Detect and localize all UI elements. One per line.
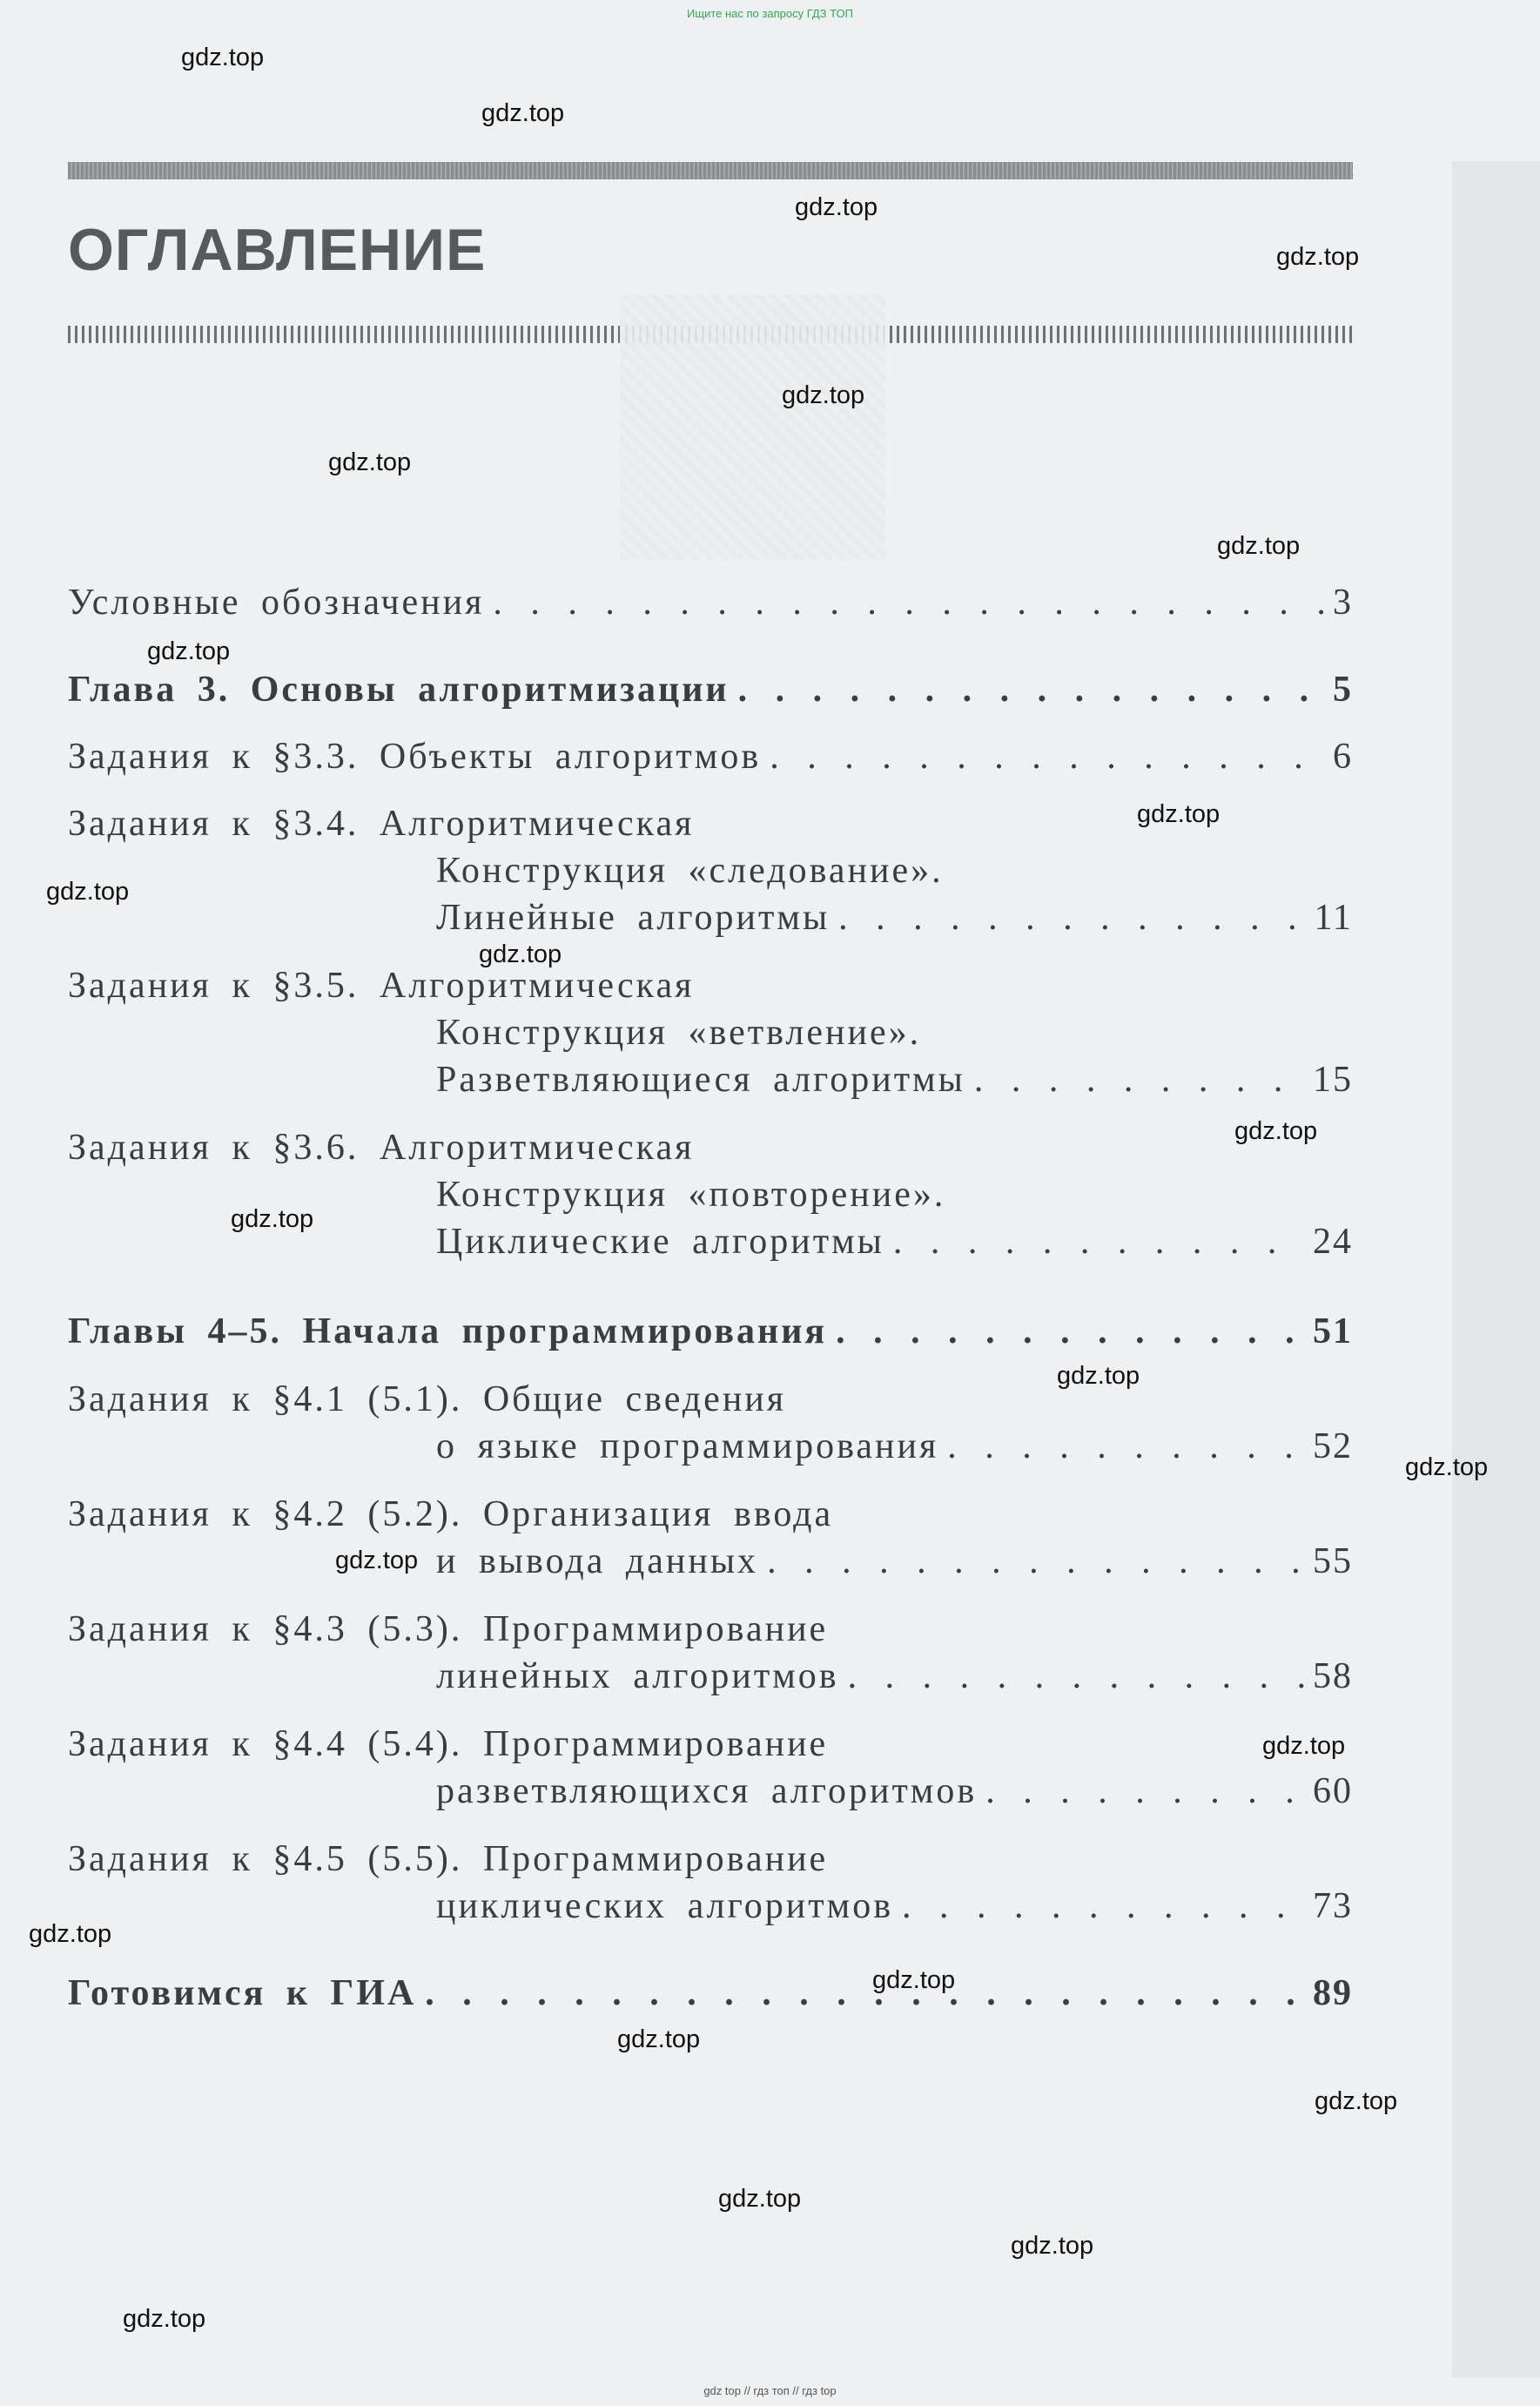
watermark: gdz.top bbox=[479, 940, 562, 968]
watermark: gdz.top bbox=[328, 448, 412, 476]
toc-entry-line: Линейные алгоритмы bbox=[436, 898, 831, 938]
watermark: gdz.top bbox=[1137, 800, 1221, 828]
watermark: gdz.top bbox=[872, 1966, 956, 1994]
watermark: gdz.top bbox=[1057, 1362, 1140, 1390]
dot-leader bbox=[738, 669, 1324, 711]
dot-leader bbox=[425, 1972, 1304, 2014]
page-number: 5 bbox=[1333, 670, 1353, 710]
toc-entry-line: и вывода данных bbox=[436, 1541, 759, 1581]
dot-leader bbox=[848, 1655, 1304, 1697]
watermark: gdz.top bbox=[46, 878, 130, 906]
watermark: gdz.top bbox=[617, 2025, 701, 2053]
watermark: gdz.top bbox=[231, 1205, 314, 1233]
toc-entry[interactable] bbox=[68, 1493, 1353, 1587]
watermark: gdz.top bbox=[1217, 532, 1301, 560]
watermark: gdz.top bbox=[1276, 243, 1360, 271]
dot-leader bbox=[902, 1885, 1304, 1927]
toc-entry-text: Готовимся к ГИА bbox=[68, 1973, 417, 2013]
toc-entry-line: Задания к §4.5 (5.5). Программирование bbox=[68, 1839, 829, 1879]
toc-entry[interactable] bbox=[68, 965, 1353, 1106]
watermark: gdz.top bbox=[782, 381, 865, 409]
toc-chapter-entry[interactable] bbox=[68, 1311, 1353, 1358]
page-number: 24 bbox=[1313, 1222, 1353, 1262]
toc-entry-line: Задания к §3.6. Алгоритмическая bbox=[68, 1128, 695, 1168]
watermark: gdz.top bbox=[1234, 1117, 1318, 1145]
toc-entry[interactable] bbox=[68, 582, 1353, 629]
page-number: 51 bbox=[1313, 1311, 1353, 1351]
watermark: gdz.top bbox=[181, 44, 265, 71]
watermark: gdz.top bbox=[1262, 1732, 1346, 1760]
page-number: 11 bbox=[1314, 898, 1353, 938]
dot-leader bbox=[767, 1540, 1304, 1582]
page-number: 58 bbox=[1313, 1656, 1353, 1696]
toc-entry-line: Разветвляющиеся алгоритмы bbox=[436, 1060, 965, 1100]
toc-entry-line: разветвляющихся алгоритмов bbox=[436, 1771, 978, 1811]
watermark: gdz.top bbox=[795, 193, 878, 221]
watermark: gdz.top bbox=[481, 99, 565, 127]
watermark: gdz.top bbox=[147, 637, 231, 665]
toc-entry-line: Конструкция «ветвление». bbox=[436, 1013, 922, 1053]
toc-entry-text: Условные обозначения bbox=[68, 583, 485, 623]
page-number: 55 bbox=[1313, 1541, 1353, 1581]
toc-entry-text: Главы 4–5. Начала программирования bbox=[68, 1311, 828, 1351]
page-number: 15 bbox=[1313, 1060, 1353, 1100]
page-number: 3 bbox=[1333, 583, 1353, 623]
toc-entry[interactable] bbox=[68, 1838, 1353, 1932]
toc-entry-line: Задания к §3.4. Алгоритмическая bbox=[68, 804, 695, 844]
dot-leader bbox=[947, 1425, 1304, 1467]
page-number: 52 bbox=[1313, 1426, 1353, 1466]
dot-leader bbox=[838, 897, 1305, 939]
watermark: gdz.top bbox=[718, 2185, 802, 2213]
toc-entry-line: линейных алгоритмов bbox=[436, 1656, 839, 1696]
dot-leader bbox=[770, 736, 1324, 778]
toc-entry-line: Конструкция «повторение». bbox=[436, 1175, 946, 1215]
watermark: gdz.top bbox=[335, 1547, 419, 1574]
toc-entry-line: Задания к §4.4 (5.4). Программирование bbox=[68, 1724, 829, 1764]
dot-leader bbox=[493, 582, 1324, 623]
toc-entry-line: циклических алгоритмов bbox=[436, 1886, 894, 1926]
page-title: ОГЛАВЛЕНИЕ bbox=[68, 217, 487, 283]
watermark: gdz.top bbox=[29, 1920, 112, 1948]
page-number: 89 bbox=[1313, 1973, 1353, 2013]
toc-entry[interactable] bbox=[68, 1608, 1353, 1702]
watermark: gdz.top bbox=[1011, 2232, 1094, 2260]
toc-entry-line: Задания к §3.5. Алгоритмическая bbox=[68, 966, 695, 1006]
toc-entry-line: Задания к §4.3 (5.3). Программирование bbox=[68, 1609, 829, 1649]
toc-entry-line: Циклические алгоритмы bbox=[436, 1222, 884, 1262]
toc-entry-line: Конструкция «следование». bbox=[436, 851, 944, 891]
watermark: gdz.top bbox=[1315, 2087, 1398, 2115]
page-number: 73 bbox=[1313, 1886, 1353, 1926]
toc-entry-text: Задания к §3.3. Объекты алгоритмов bbox=[68, 737, 762, 777]
toc-entry-line: о языке программирования bbox=[436, 1426, 939, 1466]
page-number: 6 bbox=[1333, 737, 1353, 777]
toc-entry[interactable] bbox=[68, 1378, 1353, 1473]
dot-leader bbox=[974, 1059, 1304, 1101]
toc-entry-line: Задания к §4.1 (5.1). Общие сведения bbox=[68, 1379, 787, 1419]
dot-leader bbox=[836, 1311, 1304, 1352]
footer-note: gdz top // гдз топ // гдз top bbox=[703, 2384, 837, 2397]
toc-entry-line: Задания к §4.2 (5.2). Организация ввода bbox=[68, 1494, 834, 1534]
dot-leader bbox=[893, 1221, 1304, 1263]
toc-entry[interactable] bbox=[68, 1127, 1353, 1268]
watermark: gdz.top bbox=[123, 2305, 206, 2333]
toc-chapter-entry[interactable] bbox=[68, 1972, 1353, 2019]
toc-entry[interactable] bbox=[68, 1723, 1353, 1817]
toc-entry-text: Глава 3. Основы алгоритмизации bbox=[68, 670, 730, 710]
page-number: 60 bbox=[1313, 1771, 1353, 1811]
toc-entry[interactable] bbox=[68, 736, 1353, 783]
header-note: Ищите нас по запросу ГДЗ ТОП bbox=[687, 7, 853, 20]
dot-leader bbox=[985, 1770, 1304, 1812]
watermark: gdz.top bbox=[1405, 1453, 1489, 1481]
toc-chapter-entry[interactable] bbox=[68, 669, 1353, 716]
